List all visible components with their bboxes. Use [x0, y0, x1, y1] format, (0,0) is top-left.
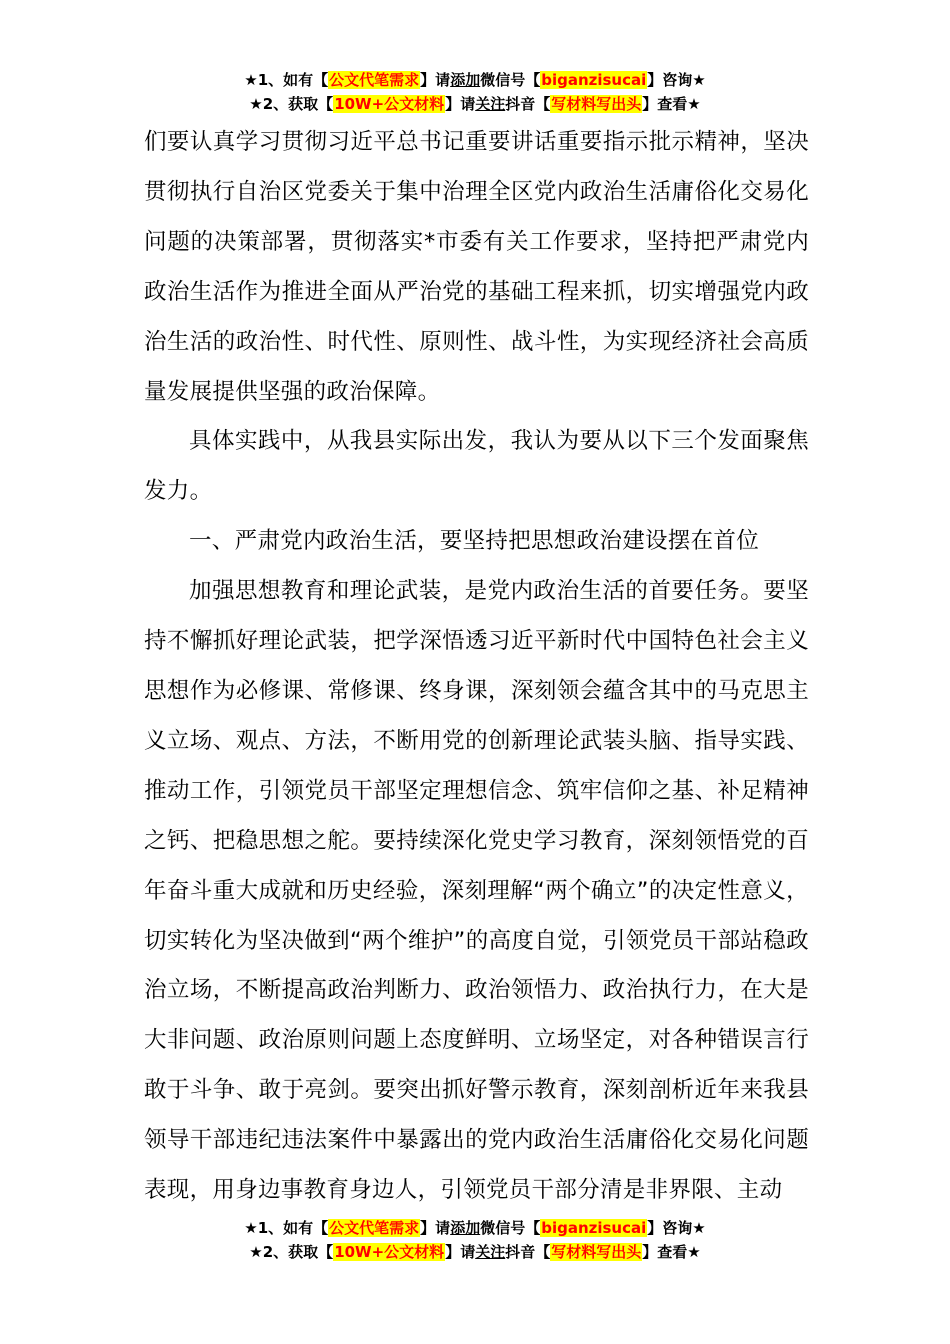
banner-text: 微信号【 [480, 71, 541, 89]
document-body [144, 118, 809, 1216]
paragraph: 具体实践中，从我县实际出发，我认为要从以下三个发面聚焦发力。 [144, 428, 809, 505]
banner-line-1 [0, 1216, 950, 1240]
banner-text: 】查看★ [642, 1243, 701, 1261]
banner-highlight: biganzisucai [541, 1219, 647, 1237]
banner-text: 】请 [420, 1219, 451, 1237]
section-heading: 一、严肃党内政治生活，要坚持把思想政治建设摆在首位 [189, 528, 760, 555]
banner-text: ★1、如有【 [244, 71, 329, 89]
banner-text: ★1、如有【 [244, 1219, 329, 1237]
banner-underline: 添加 [450, 1219, 481, 1237]
banner-highlight: 写材料写出头 [551, 95, 642, 113]
banner-highlight: 10W+公文材料 [334, 95, 445, 113]
banner-text: 】请 [445, 1243, 476, 1261]
banner-underline: 添加 [450, 71, 481, 89]
banner-highlight: 公文代笔需求 [329, 1219, 420, 1237]
banner-highlight: biganzisucai [541, 71, 647, 89]
footer-banner [0, 1216, 950, 1264]
banner-highlight: 写材料写出头 [551, 1243, 642, 1261]
banner-text: 】咨询★ [647, 1219, 706, 1237]
banner-line-1 [0, 68, 950, 92]
banner-highlight: 公文代笔需求 [329, 71, 420, 89]
banner-underline: 关注 [475, 95, 506, 113]
banner-text: ★2、获取【 [249, 95, 334, 113]
banner-text: 】请 [445, 95, 476, 113]
banner-underline: 关注 [475, 1243, 506, 1261]
banner-text: 】查看★ [642, 95, 701, 113]
banner-text: 微信号【 [480, 1219, 541, 1237]
banner-text: 】请 [420, 71, 451, 89]
paragraph: 们要认真学习贯彻习近平总书记重要讲话重要指示批示精神，坚决贯彻执行自治区党委关于集中治理全区党内政治生活庸俗化交易化问题的决策部署，贯彻落实*市委有关工作要求，坚持把严肃党内政治生活作为推进全面从严治党的基础工程来抓，切实增强党内政治生活的政治性、时代性、原则性、战斗性，为实现经济社会高质量发展提供坚强的政治保障。 [144, 129, 809, 405]
banner-text: 抖音【 [505, 1243, 551, 1261]
banner-text: 抖音【 [505, 95, 551, 113]
paragraph: 加强思想教育和理论武装，是党内政治生活的首要任务。要坚持不懈抓好理论武装，把学深悟透习近平新时代中国特色社会主义思想作为必修课、常修课、终身课，深刻领会蕴含其中的马克思主义立场、观点、方法，不断用党的创新理论武装头脑、指导实践、推动工作，引领党员干部坚定理想信念、筑牢信仰之基、补足精神之钙、把稳思想之舵。要持续深化党史学习教育，深刻领悟党的百年奋斗重大成就和历史经验，深刻理解“两个确立”的决定性意义，切实转化为坚决做到“两个维护”的高度自觉，引领党员干部站稳政治立场，不断提高政治判断力、政治领悟力、政治执行力，在大是大非问题、政治原则问题上态度鲜明、立场坚定，对各种错误言行敢于斗争、敢于亮剑。要突出抓好警示教育，深刻剖析近年来我县领导干部违纪违法案件中暴露出的党内政治生活庸俗化交易化问题表现，用身边事教育身边人，引领党员干部分清是非界限、主动 [144, 578, 809, 1204]
banner-highlight: 10W+公文材料 [334, 1243, 445, 1261]
banner-line-2 [0, 92, 950, 116]
banner-text: ★2、获取【 [249, 1243, 334, 1261]
banner-line-2 [0, 1240, 950, 1264]
header-banner [0, 68, 950, 116]
banner-text: 】咨询★ [647, 71, 706, 89]
